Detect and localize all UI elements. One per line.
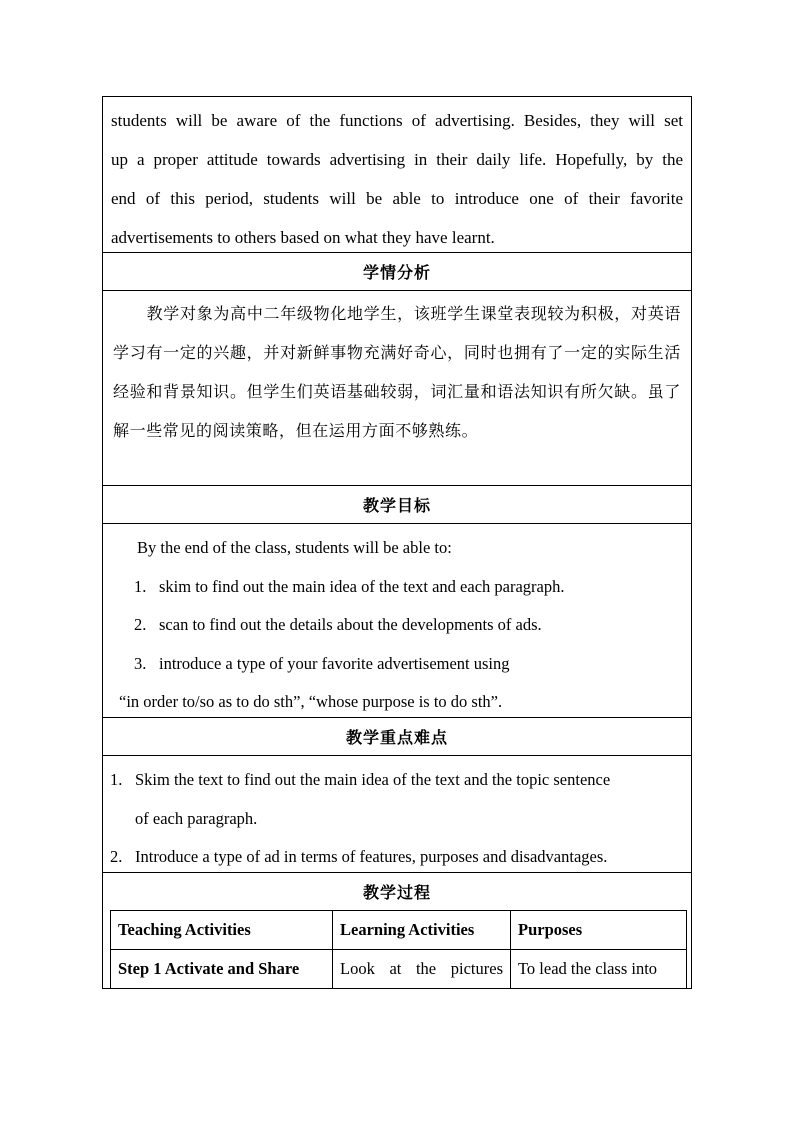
- column-header: Purposes: [511, 911, 687, 950]
- step-cell: Step 1 Activate and Share: [111, 950, 333, 989]
- intro-line: advertisements to others based on what they have learnt.: [111, 228, 495, 247]
- purpose-cell: To lead the class into: [511, 950, 687, 989]
- analysis-paragraph: 教学对象为高中二年级物化地学生，该班学生课堂表现较为积极，对英语学习有一定的兴趣，并对新鲜事物充满好奇心，同时也拥有了一定的实际生活经验和背景知识。但学生们英语基础较弱，词汇量和语法知识有所欠缺。虽了解一些常见的阅读策略，但在运用方面不够熟练。: [113, 304, 681, 440]
- process-table: [110, 910, 687, 989]
- objective-text: skim to find out the main idea of the text and each paragraph.: [159, 576, 565, 596]
- analysis-heading-row: [103, 252, 691, 290]
- objectives-heading-row: [103, 485, 691, 523]
- objective-item: [103, 568, 691, 607]
- lesson-plan-table: [102, 96, 692, 989]
- objective-number: 2.: [134, 615, 147, 634]
- process-table-row: [111, 950, 687, 989]
- objectives-tail: “in order to/so as to do sth”, “whose purpose is to do sth”.: [119, 692, 503, 711]
- objective-item: [103, 606, 691, 645]
- keypoint-item: [103, 761, 691, 800]
- process-section: [103, 910, 691, 988]
- process-heading-row: [103, 872, 691, 910]
- keypoints-section: [103, 755, 691, 872]
- process-table-header: [111, 911, 687, 950]
- keypoints-heading: 教学重点难点: [345, 728, 448, 747]
- learning-activity-cell: Look at the pictures: [333, 950, 511, 989]
- objective-number: 3.: [134, 653, 147, 673]
- objective-text: scan to find out the details about the developments of ads.: [159, 615, 542, 634]
- keypoint-text: Skim the text to find out the main idea of the text and the topic sentence: [135, 770, 611, 789]
- analysis-heading: 学情分析: [362, 263, 431, 282]
- objective-text: introduce a type of your favorite advertisement using: [159, 653, 510, 673]
- keypoint-number: 2.: [110, 847, 123, 866]
- column-header: Teaching Activities: [111, 911, 333, 950]
- objectives-section: [103, 523, 691, 717]
- objectives-heading: 教学目标: [362, 496, 431, 515]
- objective-number: 1.: [134, 576, 147, 596]
- intro-line: end of this period, students will be able to introduce one of their favorite: [111, 189, 683, 208]
- analysis-section: [103, 290, 691, 485]
- keypoint-number: 1.: [110, 770, 123, 789]
- process-heading: 教学过程: [362, 883, 431, 902]
- intro-section: [103, 97, 691, 252]
- intro-line: up a proper attitude towards advertising in their daily life. Hopefully, by the: [111, 150, 683, 169]
- intro-line: students will be aware of the functions of advertising. Besides, they will set: [111, 111, 683, 130]
- objectives-intro: By the end of the class, students will be able to:: [137, 538, 452, 557]
- keypoint-text: Introduce a type of ad in terms of features, purposes and disadvantages.: [135, 847, 608, 866]
- keypoint-item: [103, 838, 691, 877]
- keypoints-heading-row: [103, 717, 691, 755]
- intro-paragraph: [103, 97, 691, 257]
- keypoint-continuation: of each paragraph.: [135, 808, 258, 828]
- column-header: Learning Activities: [333, 911, 511, 950]
- objective-item: [103, 645, 691, 684]
